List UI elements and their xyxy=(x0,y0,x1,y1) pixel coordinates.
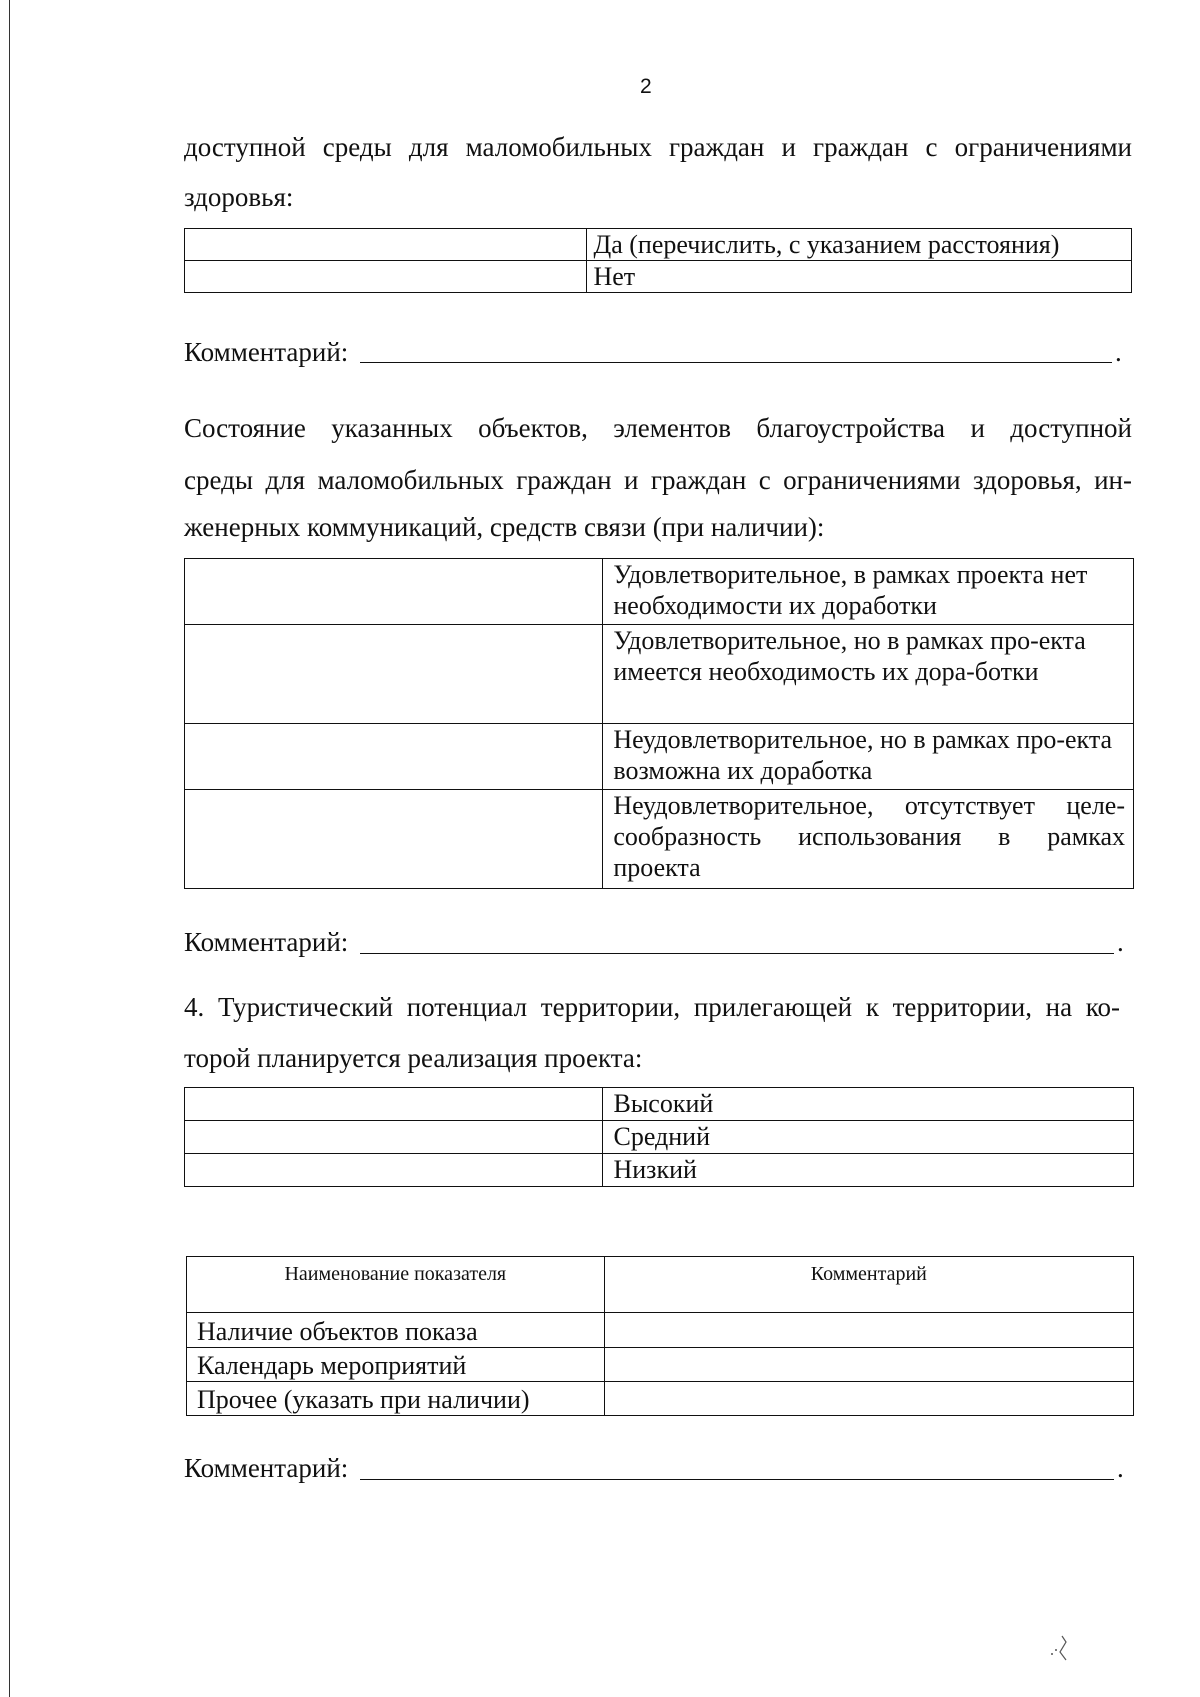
state-line-2: среды для маломобильных граждан и граждан с ограничениями здоровья, ин- xyxy=(184,465,1132,495)
section4-line-2: торой планируется реализация проекта: xyxy=(184,1043,643,1073)
indicator-comment-cell[interactable] xyxy=(604,1348,1133,1382)
comment-label: Комментарий: xyxy=(184,337,349,367)
potential-option: Средний xyxy=(603,1121,1134,1154)
indicator-name: Наличие объектов показа xyxy=(187,1313,605,1348)
indicator-name: Календарь мероприятий xyxy=(187,1348,605,1382)
state-check-cell[interactable] xyxy=(185,724,603,790)
state-check-cell[interactable] xyxy=(185,559,603,625)
state-table xyxy=(184,558,1134,889)
comment-label: Комментарий: xyxy=(184,927,349,957)
availability-table xyxy=(184,228,1132,293)
indicator-comment-cell[interactable] xyxy=(604,1313,1133,1348)
indicator-name: Прочее (указать при наличии) xyxy=(187,1382,605,1416)
potential-option: Низкий xyxy=(603,1154,1134,1187)
indicators-table xyxy=(186,1256,1134,1416)
section4-line-1: 4. Туристический потенциал территории, прилегающей к территории, на ко- xyxy=(184,992,1120,1022)
state-line-1: Состояние указанных объектов, элементов благоустройства и доступной xyxy=(184,413,1132,443)
intro-line-2: здоровья: xyxy=(184,182,294,212)
comment-period: . xyxy=(1117,927,1124,957)
state-option: Неудовлетворительное, но в рамках про-екта возможна их доработка xyxy=(603,724,1134,790)
potential-check-cell[interactable] xyxy=(185,1121,603,1154)
state-line-3: женерных коммуникаций, средств связи (при наличии): xyxy=(184,512,825,542)
comment-input-line[interactable] xyxy=(360,1479,1114,1480)
indicators-header-comment: Комментарий xyxy=(604,1257,1133,1313)
comment-input-line[interactable] xyxy=(360,362,1112,363)
comment-label: Комментарий: xyxy=(184,1453,349,1483)
scan-mark-icon xyxy=(1040,1630,1080,1670)
comment-period: . xyxy=(1117,1453,1124,1483)
availability-option: Да (перечислить, с указанием расстояния) xyxy=(587,229,1132,261)
indicator-comment-cell[interactable] xyxy=(604,1382,1133,1416)
availability-check-cell[interactable] xyxy=(185,261,587,293)
intro-line-1: доступной среды для маломобильных граждан и граждан с ограничениями xyxy=(184,132,1132,162)
indicators-header-name: Наименование показателя xyxy=(187,1257,605,1313)
comment-input-line[interactable] xyxy=(360,953,1114,954)
comment-period: . xyxy=(1115,337,1122,367)
page-number: 2 xyxy=(640,75,652,98)
state-check-cell[interactable] xyxy=(185,625,603,724)
availability-check-cell[interactable] xyxy=(185,229,587,261)
state-option: Удовлетворительное, но в рамках про-екта имеется необходимость их дора-ботки xyxy=(603,625,1134,724)
state-check-cell[interactable] xyxy=(185,790,603,889)
state-option: Неудовлетворительное, отсутствует целе-сообразность использования в рамках проекта xyxy=(603,790,1134,889)
potential-table xyxy=(184,1087,1134,1187)
potential-check-cell[interactable] xyxy=(185,1154,603,1187)
page-edge xyxy=(9,0,10,1697)
state-option: Удовлетворительное, в рамках проекта нет необходимости их доработки xyxy=(603,559,1134,625)
availability-option: Нет xyxy=(587,261,1132,293)
potential-option: Высокий xyxy=(603,1088,1134,1121)
potential-check-cell[interactable] xyxy=(185,1088,603,1121)
